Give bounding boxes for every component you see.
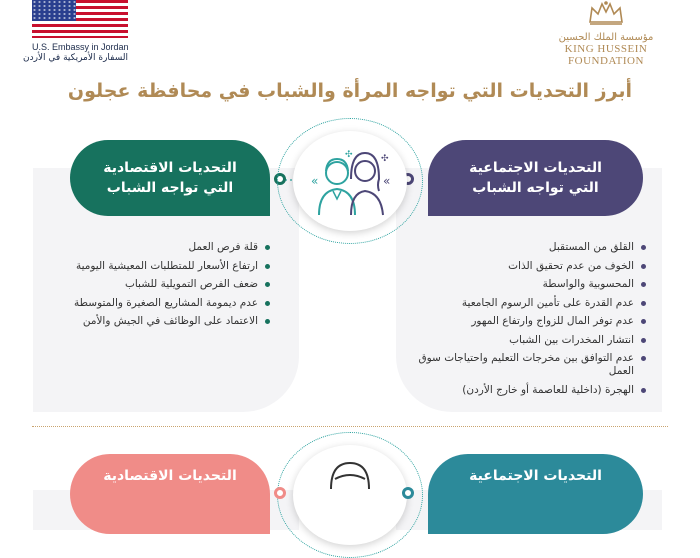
women-connector-dot-left	[274, 487, 286, 499]
embassy-name-en: U.S. Embassy in Jordan	[32, 42, 129, 52]
foundation-name-ar: مؤسسة الملك الحسين	[558, 32, 654, 43]
women-social-challenges-label	[428, 454, 643, 534]
youth-social-label-line2: التي تواجه الشباب	[472, 180, 599, 196]
women-economic-label: التحديات الاقتصادية	[103, 468, 237, 484]
list-item: عدم توفر المال للزواج وارتفاع المهور	[418, 315, 646, 328]
list-item: ارتفاع الأسعار للمتطلبات المعيشية اليومية	[60, 260, 270, 273]
king-hussein-foundation-logo	[556, 0, 656, 67]
youth-economic-challenges-list	[60, 241, 270, 334]
section-divider	[32, 426, 668, 427]
us-embassy-logo	[22, 0, 129, 63]
women-icon-circle	[293, 445, 407, 545]
foundation-name-en-line1: KING HUSSEIN	[564, 43, 648, 55]
women-social-label: التحديات الاجتماعية	[469, 468, 602, 484]
embassy-name-ar: السفارة الأمريكية في الأردن	[22, 53, 128, 63]
youth-couple-icon	[293, 131, 407, 231]
women-connector-dot-right	[402, 487, 414, 499]
svg-text:✣: ✣	[345, 150, 353, 160]
woman-icon	[293, 445, 407, 545]
list-item: عدم ديمومة المشاريع الصغيرة والمتوسطة	[60, 297, 270, 310]
list-item: عدم التوافق بين مخرجات التعليم واحتياجات سوق العمل	[418, 352, 646, 378]
youth-social-challenges-label	[428, 140, 643, 216]
youth-economic-label-line2: التي تواجه الشباب	[106, 180, 234, 196]
youth-economic-label-line1: التحديات الاقتصادية	[103, 160, 237, 176]
list-item: ضعف الفرص التمويلية للشباب	[60, 278, 270, 291]
youth-social-label-line1: التحديات الاجتماعية	[469, 160, 602, 176]
youth-social-challenges-list	[418, 241, 646, 402]
list-item: انتشار المخدرات بين الشباب	[418, 334, 646, 347]
list-item: الاعتماد على الوظائف في الجيش والأمن	[60, 315, 270, 328]
foundation-name-en-line2: FOUNDATION	[568, 55, 644, 67]
crown-icon	[586, 0, 626, 26]
us-flag-icon	[32, 0, 128, 38]
list-item: قلة فرص العمل	[60, 241, 270, 254]
page-title: أبرز التحديات التي تواجه المرأة والشباب في محافظة عجلون	[67, 80, 633, 102]
list-item: المحسوبية والواسطة	[418, 278, 646, 291]
youth-economic-challenges-label	[70, 140, 270, 216]
list-item: الهجرة (داخلية للعاصمة أو خارج الأردن)	[418, 384, 646, 397]
list-item: عدم القدرة على تأمين الرسوم الجامعية	[418, 297, 646, 310]
list-item: القلق من المستقبل	[418, 241, 646, 254]
svg-text:«: «	[311, 174, 319, 188]
icon-circle	[293, 131, 407, 231]
svg-text:✣: ✣	[381, 154, 389, 164]
women-economic-challenges-label	[70, 454, 270, 534]
svg-text:«: «	[383, 174, 391, 188]
list-item: الخوف من عدم تحقيق الذات	[418, 260, 646, 273]
